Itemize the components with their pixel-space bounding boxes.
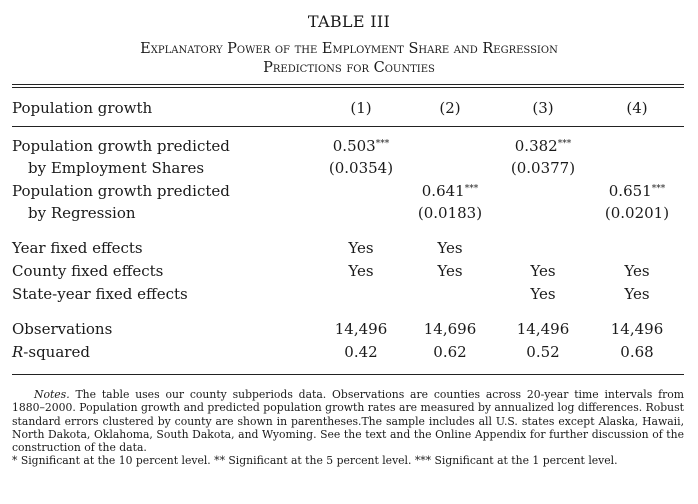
county-fe-col-2: Yes (437, 262, 463, 280)
bottom-rule (12, 374, 684, 375)
header-rule (12, 126, 684, 127)
observations-col-3: 14,496 (516, 320, 570, 338)
header-dependent-variable: Population growth (12, 99, 153, 117)
coef-regression-col-4: 0.651*** (608, 182, 666, 200)
column-header-4: (4) (626, 99, 648, 117)
se-regression-col-4: (0.0201) (604, 204, 670, 222)
coef-emp-share-col-1: 0.503*** (332, 137, 390, 155)
table-number: TABLE III (307, 12, 391, 31)
rsquared-col-2: 0.62 (433, 343, 467, 361)
observations-col-2: 14,696 (423, 320, 477, 338)
table-caption (0, 40, 698, 78)
table-caption-line-2: Predictions for Counties (263, 60, 435, 76)
row-label-rsquared: R-squared (12, 343, 90, 361)
observations-col-1: 14,496 (334, 320, 388, 338)
county-fe-col-3: Yes (530, 262, 556, 280)
county-fe-col-1: Yes (348, 262, 374, 280)
notes-paragraph (12, 388, 684, 454)
state-year-fe-col-3: Yes (530, 285, 556, 303)
coef-emp-share-col-3: 0.382*** (514, 137, 572, 155)
rsquared-col-3: 0.52 (526, 343, 560, 361)
top-rule (12, 84, 684, 85)
table-caption-line-1: Explanatory Power of the Employment Share and Regression (140, 41, 558, 57)
rsquared-col-1: 0.42 (344, 343, 378, 361)
county-fe-col-4: Yes (624, 262, 650, 280)
coef-regression-col-2: 0.641*** (421, 182, 479, 200)
notes-label: Notes. (34, 388, 70, 401)
top-rule-second (12, 87, 684, 88)
notes-text: The table uses our county subperiods data. Observations are counties across 20-year time intervals from 1880–2000. Population growth and predicted population growth rates are measured by annualized log differences. Robust standard errors clustered by county are shown in parentheses.The sample includes all U.S. states except Alaska, Hawaii, North Dakota, Oklahoma, South Dakota, and Wyoming. See the text and the Online Appendix for further discussion of the construction of the data. (12, 388, 684, 455)
state-year-fe-col-4: Yes (624, 285, 650, 303)
row-label-observations: Observations (12, 320, 113, 338)
column-header-1: (1) (350, 99, 372, 117)
table-notes (12, 388, 684, 468)
significance-note: * Significant at the 10 percent level. ** Significant at the 5 percent level. *** Significant at the 1 percent level. (12, 454, 618, 468)
row-label-state-year-fe: State-year fixed effects (12, 285, 188, 303)
se-emp-share-col-3: (0.0377) (510, 159, 576, 177)
row-label-emp-share-line-2: by Employment Shares (28, 159, 205, 177)
se-emp-share-col-1: (0.0354) (328, 159, 394, 177)
column-header-2: (2) (439, 99, 461, 117)
year-fe-col-1: Yes (348, 239, 374, 257)
row-label-county-fe: County fixed effects (12, 262, 164, 280)
column-header-3: (3) (532, 99, 554, 117)
year-fe-col-2: Yes (437, 239, 463, 257)
row-label-regression-line-1: Population growth predicted (12, 182, 230, 200)
se-regression-col-2: (0.0183) (417, 204, 483, 222)
row-label-regression-line-2: by Regression (28, 204, 136, 222)
row-label-year-fe: Year fixed effects (12, 239, 143, 257)
row-label-emp-share-line-1: Population growth predicted (12, 137, 230, 155)
rsquared-col-4: 0.68 (620, 343, 654, 361)
observations-col-4: 14,496 (610, 320, 664, 338)
